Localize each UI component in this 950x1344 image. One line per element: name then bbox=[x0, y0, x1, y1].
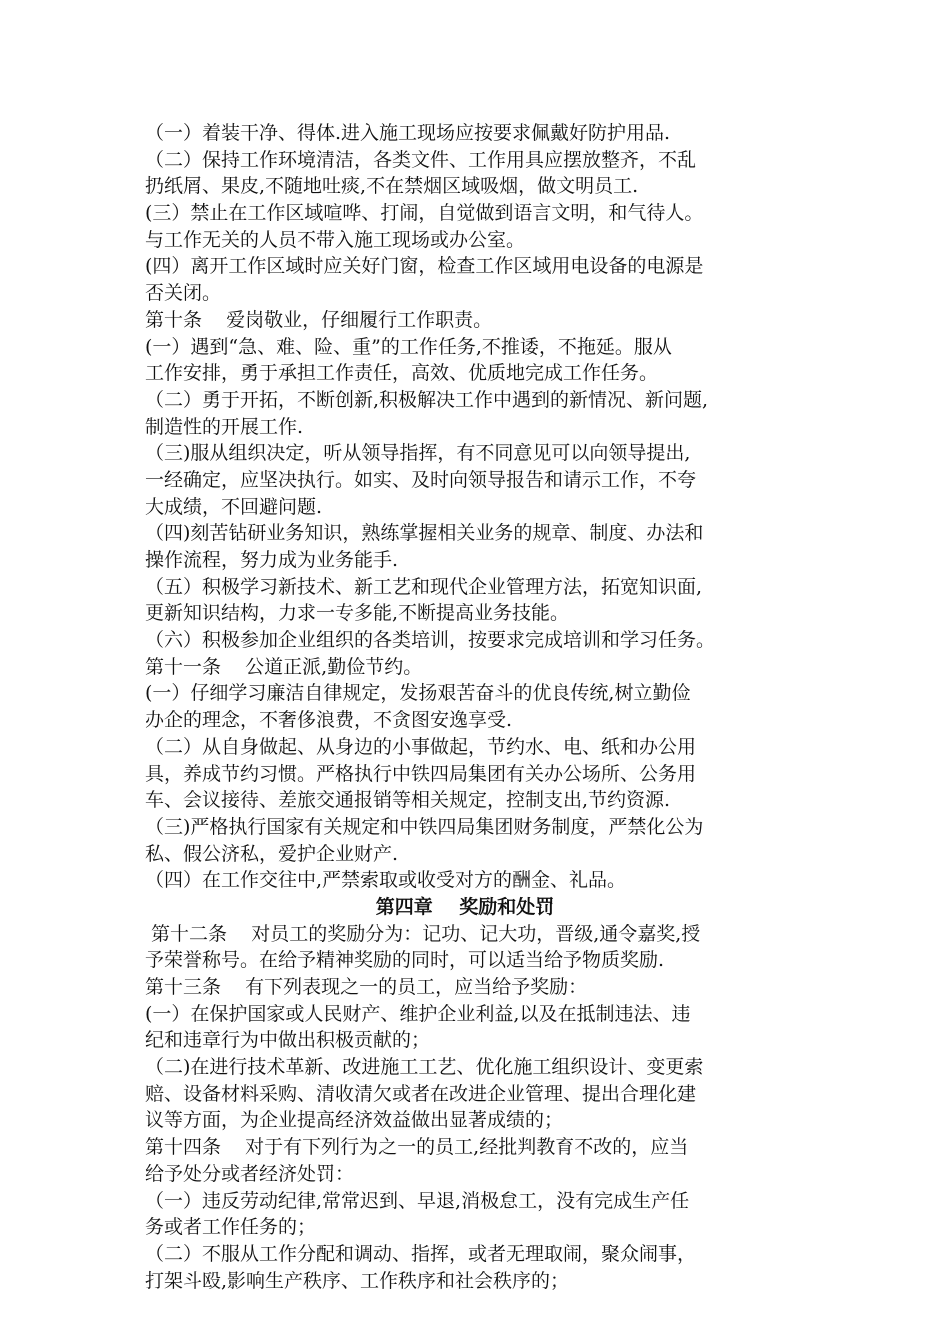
text-line: (一）遇到“急、难、险、重”的工作任务,不推诿，不拖延。服从 bbox=[145, 335, 672, 358]
text-line: 议等方面，为企业提高经济效益做出显著成绩的； bbox=[145, 1109, 564, 1132]
text-line: 与工作无关的人员不带入施工现场或办公室。 bbox=[145, 228, 526, 251]
text-line: （一）违反劳动纪律,常常迟到、早退,消极怠工，没有完成生产任 bbox=[145, 1189, 690, 1212]
text-line: 务或者工作任务的； bbox=[145, 1216, 317, 1239]
text-line: （六）积极参加企业组织的各类培训，按要求完成培训和学习任务。 bbox=[145, 629, 716, 652]
chapter-heading: 第四章 奖励和处罚 bbox=[375, 895, 555, 918]
text-line: 具，养成节约习惯。严格执行中铁四局集团有关办公场所、公务用 bbox=[145, 762, 697, 785]
text-line: (一）仔细学习廉洁自律规定，发扬艰苦奋斗的优良传统,树立勤俭 bbox=[145, 682, 691, 705]
text-line: 赔、设备材料采购、清收清欠或者在改进企业管理、提出合理化建 bbox=[145, 1082, 697, 1105]
text-line: （四)刻苦钻研业务知识，熟练掌握相关业务的规章、制度、办法和 bbox=[145, 522, 704, 545]
text-line: 予荣誉称号。在给予精神奖励的同时，可以适当给予物质奖励. bbox=[145, 949, 665, 972]
text-line: 一经确定，应坚决执行。如实、及时向领导报告和请示工作，不夸 bbox=[145, 468, 697, 491]
text-line: (三）禁止在工作区域喧哗、打闹，自觉做到语言文明，和气待人。 bbox=[145, 202, 704, 225]
text-line: （五）积极学习新技术、新工艺和现代企业管理方法，拓宽知识面, bbox=[145, 575, 703, 598]
text-line: 办企的理念，不奢侈浪费，不贪图安逸享受. bbox=[145, 709, 513, 732]
text-line: （一）着装干净、得体.进入施工现场应按要求佩戴好防护用品. bbox=[145, 122, 671, 144]
article-heading: 第十一条 公道正派,勤俭节约。 bbox=[145, 655, 423, 678]
text-line: （二）保持工作环境清洁，各类文件、工作用具应摆放整齐，不乱 bbox=[145, 148, 697, 171]
text-line: 否关闭。 bbox=[145, 282, 222, 305]
text-line: (一）在保护国家或人民财产、维护企业利益,以及在抵制违法、违 bbox=[145, 1002, 691, 1025]
article-heading: 第十二条 对员工的奖励分为：记功、记大功，晋级,通令嘉奖,授 bbox=[145, 922, 701, 945]
article-heading: 第十四条 对于有下列行为之一的员工,经批判教育不改的，应当 bbox=[145, 1136, 689, 1159]
text-line: 大成绩，不回避问题. bbox=[145, 495, 323, 518]
text-line: 操作流程，努力成为业务能手. bbox=[145, 549, 399, 571]
document-body bbox=[145, 120, 825, 1294]
text-line: （四）在工作交往中,严禁索取或收受对方的酬金、礼品。 bbox=[145, 869, 627, 892]
text-line: （二）不服从工作分配和调动、指挥，或者无理取闹，聚众闹事， bbox=[145, 1242, 697, 1265]
text-line: 给予处分或者经济处罚： bbox=[145, 1162, 355, 1185]
text-line: 更新知识结构，力求一专多能,不断提高业务技能。 bbox=[145, 602, 570, 625]
text-line: （二）勇于开拓，不断创新,积极解决工作中遇到的新情况、新问题, bbox=[145, 388, 709, 411]
text-line: 私、假公济私，爱护企业财产. bbox=[145, 842, 399, 865]
text-line: 扔纸屑、果皮,不随地吐痰,不在禁烟区域吸烟，做文明员工. bbox=[145, 175, 639, 198]
text-line: （三)严格执行国家有关规定和中铁四局集团财务制度，严禁化公为 bbox=[145, 815, 704, 838]
text-line: 制造性的开展工作. bbox=[145, 415, 304, 438]
text-line: (四）离开工作区域时应关好门窗，检查工作区域用电设备的电源是 bbox=[145, 255, 704, 278]
text-line: 车、会议接待、差旅交通报销等相关规定，控制支出,节约资源. bbox=[145, 789, 671, 812]
article-heading: 第十条 爱岗敬业，仔细履行工作职责。 bbox=[145, 308, 493, 331]
text-line: （二）从自身做起、从身边的小事做起，节约水、电、纸和办公用 bbox=[145, 735, 697, 758]
article-heading: 第十三条 有下列表现之一的员工，应当给予奖励： bbox=[145, 976, 588, 998]
text-line: 工作安排，勇于承担工作责任，高效、优质地完成工作任务。 bbox=[145, 362, 659, 385]
text-line: （三)服从组织决定，听从领导指挥，有不同意见可以向领导提出, bbox=[145, 442, 691, 465]
text-line: （二)在进行技术革新、改进施工工艺、优化施工组织设计、变更索 bbox=[145, 1056, 704, 1079]
text-line: 纪和违章行为中做出积极贡献的； bbox=[145, 1029, 431, 1052]
text-line: 打架斗殴,影响生产秩序、工作秩序和社会秩序的； bbox=[145, 1269, 570, 1292]
